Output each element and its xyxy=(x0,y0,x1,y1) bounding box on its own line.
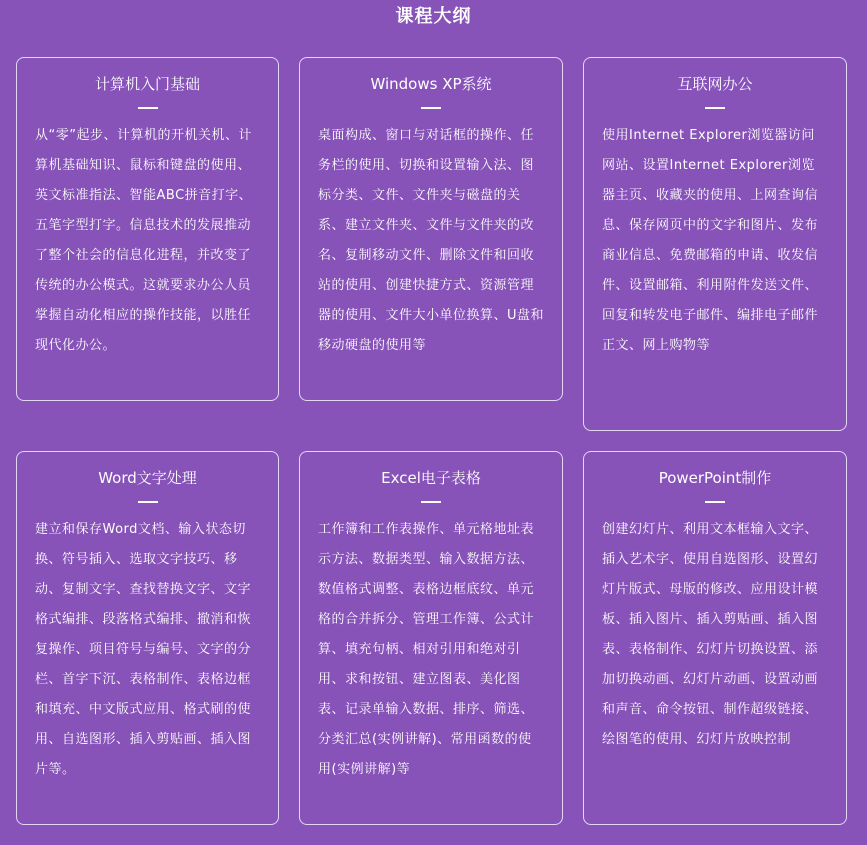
card-description: 桌面构成、窗口与对话框的操作、任务栏的使用、切换和设置输入法、图标分类、文件、文件夹与磁盘的关系、建立文件夹、文件与文件夹的改名、复制移动文件、删除文件和回收站的使用、创建快捷方式、资源管理器的使用、文件大小单位换算、U盘和移动硬盘的使用等 xyxy=(318,128,545,353)
course-card-windows-xp xyxy=(299,57,563,401)
page-title: 课程大纲 xyxy=(395,6,472,27)
card-title: Windows XP系统 xyxy=(370,75,492,93)
card-description: 创建幻灯片、利用文本框输入文字、插入艺术字、使用自选图形、设置幻灯片版式、母版的修改、应用设计模板、插入图片、插入剪贴画、插入图表、表格制作、幻灯片切换设置、添加切换动画、幻灯片动画、设置动画和声音、命令按钮、制作超级链接、绘图笔的使用、幻灯片放映控制 xyxy=(602,522,819,747)
card-description: 建立和保存Word文档、输入状态切换、符号插入、选取文字技巧、移动、复制文字、查找替换文字、文字格式编排、段落格式编排、撤消和恢复操作、项目符号与编号、文字的分栏、首字下沉、表格制作、表格边框和填充、中文版式应用、格式刷的使用、自选图形、插入剪贴画、插入图片等。 xyxy=(35,522,252,777)
card-description: 使用Internet Explorer浏览器访问网站、设置Internet Explorer浏览器主页、收藏夹的使用、上网查询信息、保存网页中的文字和图片、发布商业信息、免费邮箱的申请、收发信件、设置邮箱、利用附件发送文件、回复和转发电子邮件、编排电子邮件正文、网上购物等 xyxy=(602,128,819,353)
title-divider xyxy=(421,501,441,503)
title-divider xyxy=(138,107,158,109)
title-divider xyxy=(138,501,158,503)
course-card-computer-basics xyxy=(16,57,279,401)
card-title: Word文字处理 xyxy=(98,469,197,487)
title-divider xyxy=(421,107,441,109)
card-description: 从“零”起步、计算机的开机关机、计算机基础知识、鼠标和键盘的使用、英文标准指法、智能ABC拼音打字、五笔字型打字。信息技术的发展推动了整个社会的信息化进程，并改变了传统的办公模式。这就要求办公人员掌握自动化相应的操作技能，以胜任现代化办公。 xyxy=(35,128,253,353)
course-card-powerpoint xyxy=(583,451,847,825)
title-divider xyxy=(705,501,725,503)
course-card-word xyxy=(16,451,279,825)
card-description: 工作簿和工作表操作、单元格地址表示方法、数据类型、输入数据方法、数值格式调整、表格边框底纹、单元格的合并拆分、管理工作簿、公式计算、填充句柄、相对引用和绝对引用、求和按钮、建立图表、美化图表、记录单输入数据、排序、筛选、分类汇总(实例讲解)、常用函数的使用(实例讲解)等 xyxy=(318,522,535,777)
card-title: 计算机入门基础 xyxy=(94,75,200,93)
course-card-excel xyxy=(299,451,563,825)
card-title: 互联网办公 xyxy=(677,75,753,93)
card-title: PowerPoint制作 xyxy=(658,469,772,487)
course-card-internet-office xyxy=(583,57,847,431)
card-title: Excel电子表格 xyxy=(381,469,481,487)
title-divider xyxy=(705,107,725,109)
